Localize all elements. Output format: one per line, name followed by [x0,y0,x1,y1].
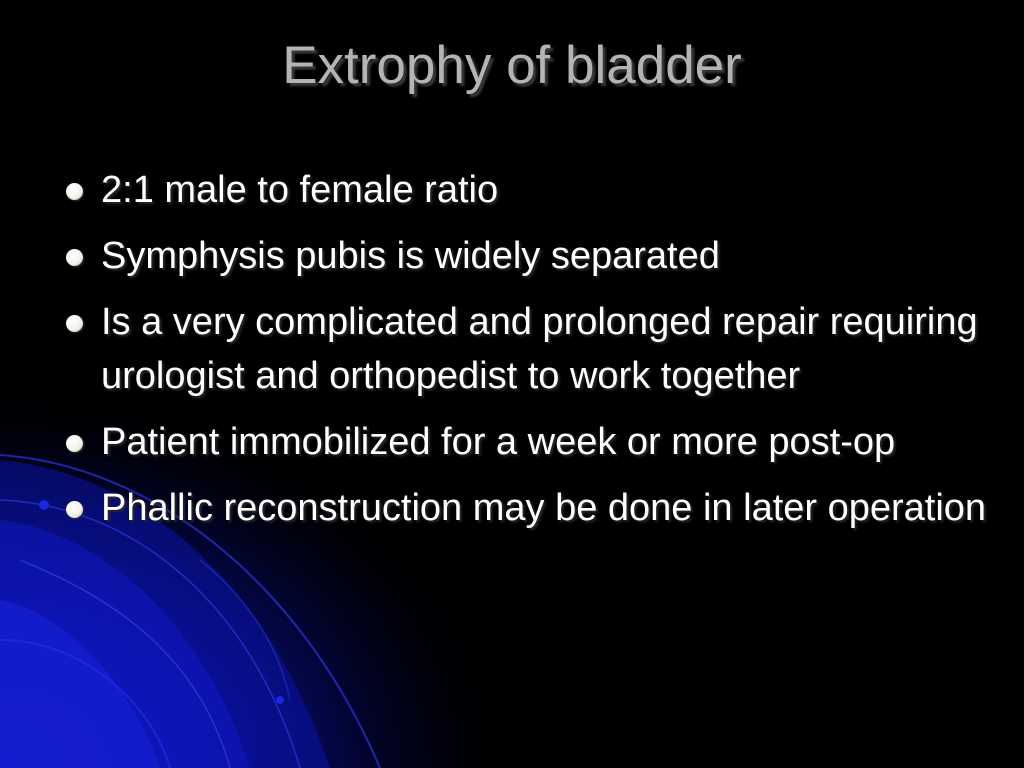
bullet-text: 2:1 male to female ratio [101,169,499,211]
bullet-item [62,229,992,283]
bullet-dot-icon [66,315,83,332]
slide-title: Extrophy of bladder [282,36,742,95]
bullet-item [62,163,992,217]
bullet-dot-icon [66,249,83,266]
bullet-text: Phallic reconstruction may be done in later operation [101,487,987,529]
bullet-item [62,415,992,469]
bullet-dot-icon [66,501,83,518]
bullet-text: Patient immobilized for a week or more post-op [101,421,896,463]
bullet-list [62,163,992,547]
bullet-item [62,481,992,535]
bullet-text: Is a very complicated and prolonged repair requiring urologist and orthopedist to work together [101,301,978,397]
bullet-item [62,295,992,403]
bullet-text: Symphysis pubis is widely separated [101,235,720,277]
bullet-dot-icon [66,183,83,200]
bullet-dot-icon [66,435,83,452]
